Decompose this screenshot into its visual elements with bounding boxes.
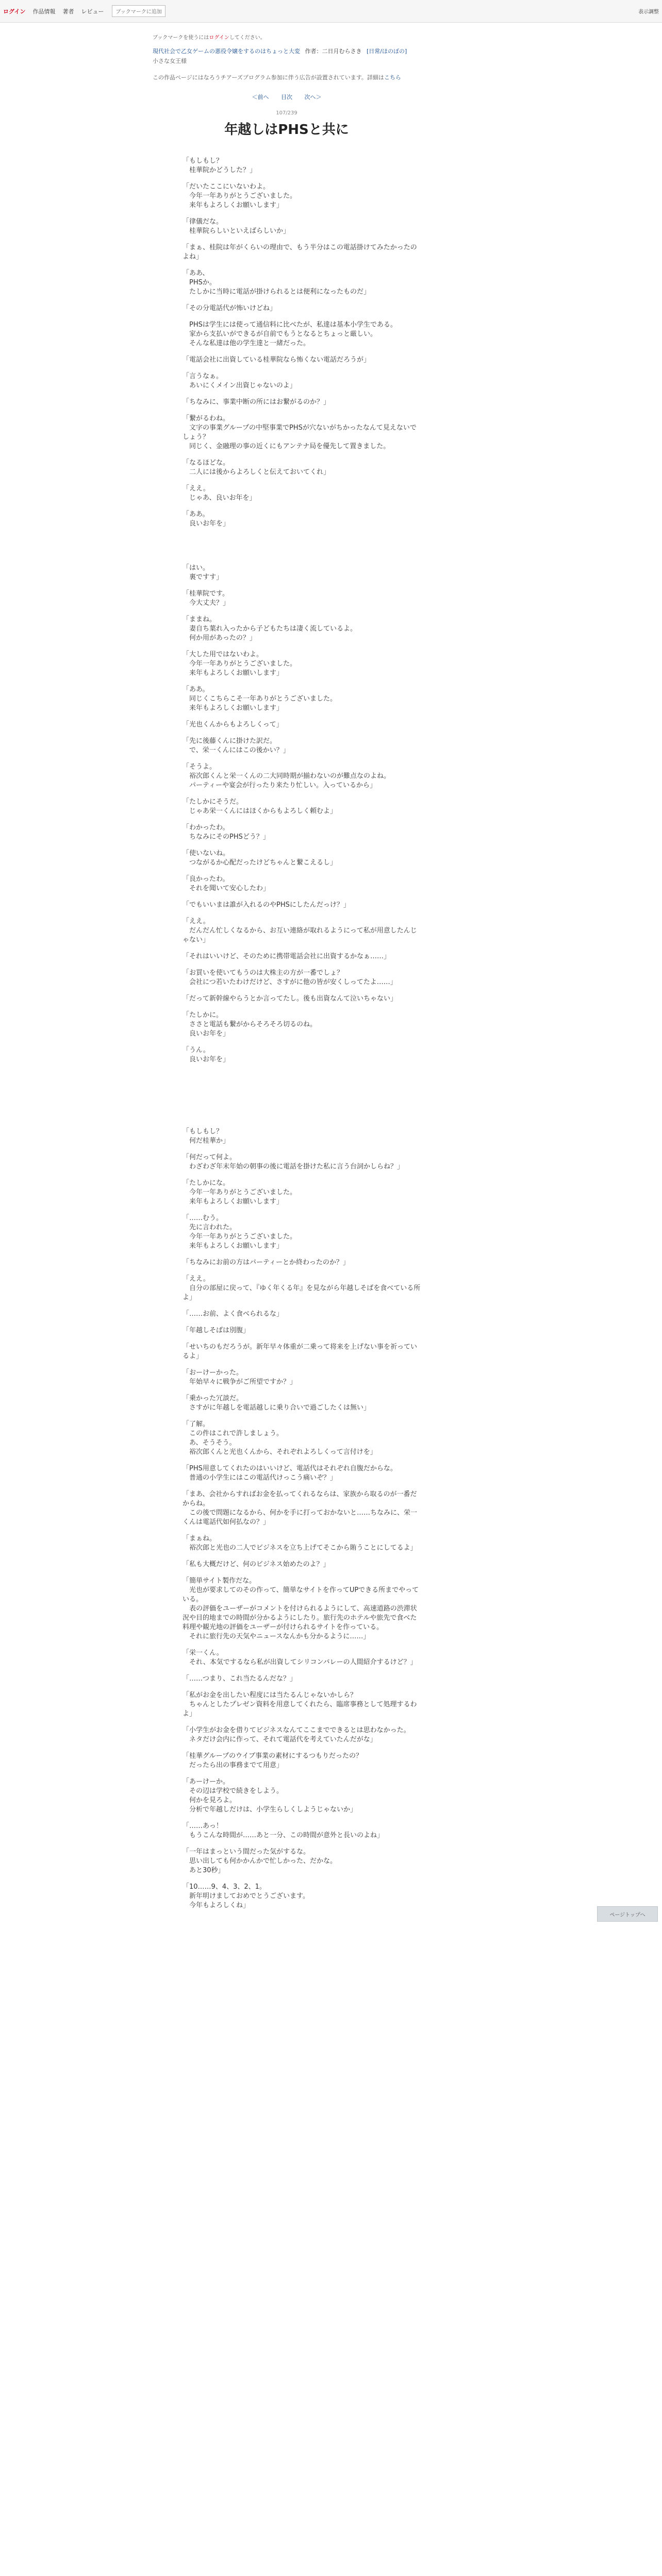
body-paragraph: 「ちなみにお前の方はパーティーとか終わったのか？」 [183,1259,350,1266]
body-paragraph: 「たしかにな。 今年一年ありがとうございました。 来年もよろしくお願いします」 [183,1179,297,1206]
body-paragraph: 「たしかにそうだ。 じゃあ栄一くんにはほくからもよろしく頼むよ」 [183,798,337,815]
body-paragraph: 「ええ。 じゃあ、良いお年を」 [183,485,256,502]
body-paragraph: 「……お前、よく食べられるな」 [183,1310,284,1318]
nav-review[interactable]: レビュー [81,8,104,15]
body-paragraph: 「PHS用意してくれたのはいいけど、電話代はそれぞれ自腹だからな。 普通の小学生にはこの電話代けっこう痛いぞ？」 [183,1465,397,1482]
body-paragraph: 「あーけーか。 その辺は学校で続きをしよう。 何かを見ろよ。 分析で年越しだけは、小学生らしくしようじゃないか」 [183,1778,357,1814]
body-paragraph: 「……むう。 先に言われた。 今年一年ありがとうございました。 来年もよろしくお願いします」 [183,1214,297,1250]
body-paragraph: 「ああ、 PHSか。 たしかに当時に電話が掛けられるとは便利になったものだ」 [183,269,371,296]
body-paragraph: 「年越しそばは別腹」 [183,1327,250,1334]
body-paragraph: 「まあ、会社からすればお金を払ってくれるならは、家族から取るのが一番だからね。 この後で問題になるから、何かを手に打っておかないと……ちなみに、栄一くんは電話代如何払なの？」 [183,1490,418,1526]
body-paragraph: 「うん。 良いお年を」 [183,1046,230,1063]
body-paragraph: 「電話会社に出資している桂華院なら怖くない電話だろうが」 [183,356,371,364]
ad-info-link[interactable]: こちら [384,74,401,81]
main-content [153,23,421,1910]
body-paragraph: 「……つまり、これ当たるんだな？」 [183,1675,297,1683]
body-paragraph: 「律儀だな。 桂華院らしいといえばらしいか」 [183,218,290,235]
body-paragraph: 「私がお金を出したい程度には当たるんじゃないかしら？ ちゃんとしたプレゼン資料を用意してくれたら、臨席事務として処理するわよ」 [183,1691,417,1718]
chapter-subtitle: 小さな女王様 [153,58,187,64]
next-link[interactable]: 次へ＞ [304,94,322,100]
pager [153,93,421,101]
body-paragraph: 「何だって何よ。 わざわざ年末年始の朝事の後に電話を掛けた私に言う台詞かしらね？」 [183,1154,404,1171]
series-line [153,47,421,56]
body-paragraph: 「まぁね。 裕次郎と光也の二人でビジネスを立ち上げてそこから賄うことにしてるよ」 [183,1535,417,1552]
top-header [0,0,662,23]
login-link[interactable]: ログイン [3,8,26,15]
page-title: 年越しはPHSと共に [224,122,349,138]
body-paragraph: 「了解。 この件はこれで許しましょう。 あ、そうそう。 裕次郎くんと光也くんから、それぞれよろしくって言付けを」 [183,1420,377,1456]
body-paragraph: 「桂華院です。 今大丈夫？」 [183,590,230,607]
body-paragraph [183,1072,421,1092]
body-paragraph: 「繋がるわね。 文字の事業グループの中堅事業でPHSが穴ないがちかったなんて見えないでしょう？ 同じく、金融理の事の近くにもアンテナ局を優先して置きました。 [183,415,417,450]
body-paragraph: PHSは学生には使って通信料に比べたが、私達は基本小学生である。 家から支払いができるが自前でもうとなるとちょっと厳しい。 そんな私達は他の学生達と一緒だった。 [189,321,397,347]
body-paragraph: 「光也くんからもよろしくって」 [183,721,283,728]
body-paragraph: 「……あっ！ もうこんな時間が……あと一分、この時間が意外と長いのよね」 [183,1822,384,1839]
display-settings-button[interactable]: 表示調整 [638,9,659,15]
body-paragraph: 「なるほどな。 二人には後からよろしくと伝えておいてくれ」 [183,459,330,476]
body-paragraph: 「おーけーかった。 年始早々に戦争がご所望ですか？」 [183,1369,297,1386]
body-paragraph: 「10……9、4、3、2、1。 新年明けましておめでとうございます。 今年もよろしくね」 [183,1883,309,1909]
body-paragraph: 「でもいいまは誰が入れるのやPHSにしたんだっけ？」 [183,901,350,909]
ad-info [153,73,421,81]
body-paragraph: 「せいちのもだろうが。新年早々体重が二乗って将来を上げない事を祈っているよ」 [183,1343,418,1360]
body-paragraph: 「ああ。 同じくこちらこそ一年ありがとうございました。 来年もよろしくお願いします」 [183,686,337,712]
body-paragraph: 「もしもし？ 桂華院かどうした？」 [183,157,257,174]
genre-tag[interactable]: [日常/ほのぼの] [367,48,407,55]
body-paragraph: 「私も大概だけど、何のビジネス始めたのよ？」 [183,1561,330,1568]
novel-body [153,157,421,1910]
body-paragraph: 「乗かった冗談だ。 さすがに年越しを電話越しに乗り合いで過ごしたくは無い」 [183,1395,371,1412]
body-paragraph: 「まぁ、桂院は年がくらいの理由で、もう半分はこの電話掛けてみたかったのよね」 [183,244,417,261]
prev-link[interactable]: ＜前へ [252,94,269,100]
bookmark-notice [153,33,421,41]
body-paragraph: 「ままね。 妻自ち葉れ入ったから子どもたちは凄く流しているよ。 何か用があったの？」 [183,616,357,642]
author-name: 作者：二日月むらさき [305,48,362,55]
body-paragraph: 「ええ。 自分の部屋に戻って、『ゆく年くる年』を見ながら年越しそばを食べている所よ」 [183,1275,421,1301]
body-paragraph: 「ええ。 だんだん忙しくなるから、お互い連絡が取れるようにって私が用意したんじゃない」 [183,918,417,944]
notice-prefix: ブックマークを使うには [153,35,209,41]
body-paragraph: 「大した用ではないわよ。 今年一年ありがとうございました。 来年もよろしくお願いします」 [183,651,297,677]
body-paragraph: 「そうよ。 裕次郎くんと栄一くんの二大同時期が揃わないのが難点なのよね。 パーティーや宴会が行ったり来たり忙しい。入っているから」 [183,763,391,789]
nav-author[interactable]: 著者 [62,8,74,15]
notice-login-link[interactable]: ログイン [209,35,229,41]
body-paragraph: 「一年はまっという間だった気がするな。 思い出しても何かかんかで忙しかった、だかな。 あと30秒」 [183,1848,337,1874]
body-paragraph [183,1099,421,1120]
body-paragraph: 「ちなみに、事業中断の所にはお繋がるのか？」 [183,398,330,406]
body-paragraph: 「それはいいけど、そのために携帯電話会社に出資するかなぁ……」 [183,953,391,960]
body-paragraph: 「だって新幹線やらうとか言ってたし。後も出資なんて泣いちゃない」 [183,995,398,1003]
body-paragraph: 「言うなぁ。 あいにくメイン出資じゃないのよ」 [183,372,296,389]
body-paragraph: 「小学生がお金を借りてビジネスなんてここまでできるとは思わなかった。 ネタだけ会内に作って、それて電話代を考えていたんだがな」 [183,1726,410,1743]
body-paragraph: 「桂華グループのウイブ事業の素材にするつもりだったの？ だったら出の事務までて用意」 [183,1752,363,1769]
body-paragraph: 「簡単サイト製作だな。 光也が要求してのその作って、簡単なサイトを作ってUPできる所までやっている。 表の評価をユーザーがコメントを付けられるようにして、高速道路の渋滞状況や目的地までの時間が分かるようにしたり。旅行先のホテルや旅先で食べた料理や観光地の評価をユーザーが付けられるサイトを作っている。 それに旅行先の天気やニュースなんかも分かるように……」 [183,1577,419,1640]
body-paragraph: 「使いないね。 つながるか心配だったけどちゃんと繋こえるし」 [183,850,337,867]
series-title-link[interactable]: 現代社会で乙女ゲームの悪役令嬢をするのはちょっと大変 [153,48,300,55]
body-paragraph: 「その分電話代が怖いけどね」 [183,304,277,312]
body-paragraph: 「良かったわ。 それを聞いて安心したわ」 [183,875,270,892]
toc-link[interactable]: 目次 [281,94,292,100]
notice-suffix: してください。 [229,35,266,41]
episode-number: 107/239 [276,110,297,116]
body-paragraph: 「もしもし？ 何だ桂華か」 [183,1128,230,1145]
page-top-button[interactable]: ページトップへ [597,1906,658,1922]
body-paragraph: 「だいたここにいないわよ。 今年一年ありがとうございました。 来年もよろしくお願いします」 [183,183,297,209]
ad-info-text: この作品ページにはなろうチアーズプログラム参加に伴う広告が設置されています。詳細は [153,74,384,81]
body-paragraph: 「わかったわ。 ちなみにそのPHSどう？」 [183,824,270,841]
add-bookmark-button[interactable]: ブックマークに追加 [112,5,165,17]
body-paragraph [183,536,421,556]
body-paragraph: 「先に後藤くんに掛けた訳だ。 で、栄一くんにはこの後かい？」 [183,737,290,754]
body-paragraph: 「ああ。 良いお年を」 [183,511,230,528]
body-paragraph: 「お買いを使いてもうのは大株主の方が一番でしょ？ 会社につ若いたわけだけど、さすがに他の皆が安くしってたよ……」 [183,969,397,986]
body-paragraph: 「はい。 裏ですす」 [183,564,223,581]
body-paragraph: 「栄一くん。 それ、本気でするなら私が出資してシリコンバレーの人間紹介するけど？」 [183,1649,417,1666]
body-paragraph: 「たしかに。 ささと電話も繋がからそろそろ切るのね。 良いお年を」 [183,1011,317,1038]
nav-work-info[interactable]: 作品情報 [32,8,56,15]
